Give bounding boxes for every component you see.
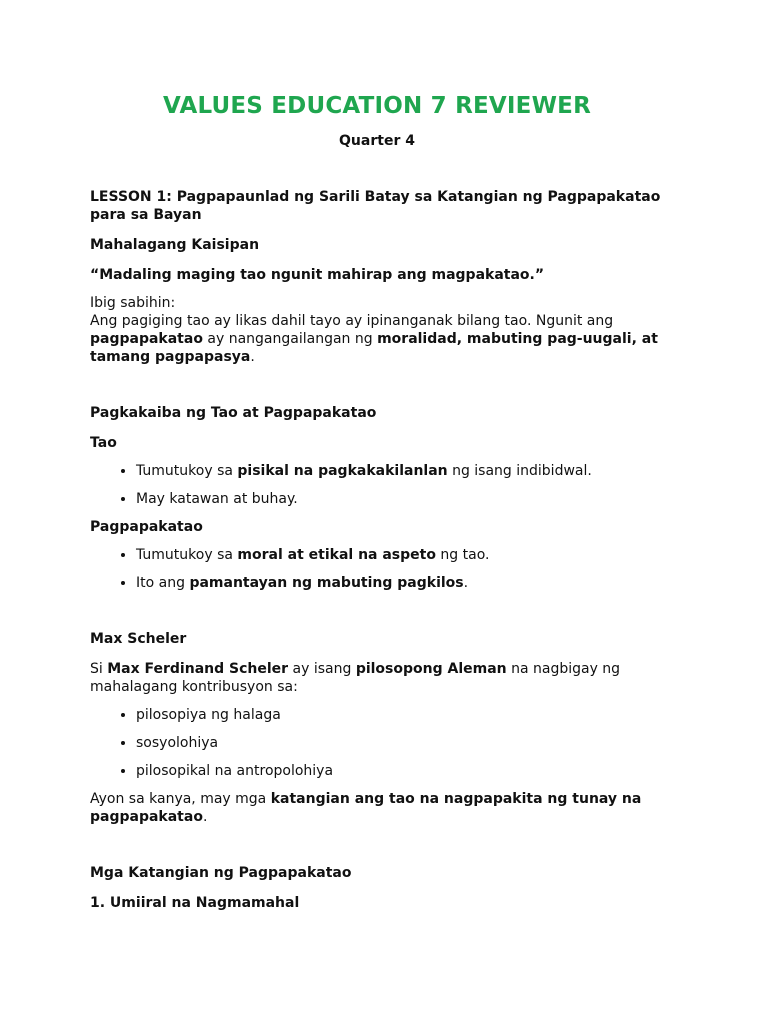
section-heading-scheler: Max Scheler [90,631,187,647]
key-quote: “Madaling maging tao ngunit mahirap ang magpakatao.” [90,267,545,283]
explanation-paragraph [90,294,664,366]
katangian-item-1: 1. Umiiral na Nagmamahal [90,895,300,911]
scheler-intro: Si Max Ferdinand Scheler ay isang pilosopong Aleman na nagbigay ng mahalagang kontribusyon sa: [90,661,621,695]
explanation-bold: pagpapakatao [90,331,203,347]
explanation-bold: moralidad, mabuting pag-uugali, at tamang pagpapasya [90,331,658,365]
pagpapakatao-list [90,546,664,592]
section-heading-katangian: Mga Katangian ng Pagpapakatao [90,865,352,881]
list-item: • pilosopikal na antropolohiya [136,762,664,780]
subheading-pagpapakatao: Pagpapakatao [90,519,203,535]
subheading-tao: Tao [90,435,117,451]
scheler-list [90,706,664,780]
document-title: VALUES EDUCATION 7 REVIEWER [163,93,591,119]
explanation-text: . [250,349,255,365]
list-item: • Tumutukoy sa pisikal na pagkakakilanlan ng isang indibidwal. [136,462,664,480]
list-item: • Tumutukoy sa moral at etikal na aspeto ng tao. [136,546,664,564]
explanation-text: Ang pagiging tao ay likas dahil tayo ay ipinanganak bilang tao. Ngunit ang [90,313,614,329]
list-item: • May katawan at buhay. [136,490,664,508]
list-item: • Ito ang pamantayan ng mabuting pagkilos. [136,574,664,592]
list-item: • pilosopiya ng halaga [136,706,664,724]
document-subtitle: Quarter 4 [339,133,415,149]
ibig-sabihin-label: Ibig sabihin: [90,295,176,311]
kaisipan-heading: Mahalagang Kaisipan [90,237,260,253]
list-item: • sosyolohiya [136,734,664,752]
tao-list [90,462,664,508]
explanation-text: ay nangangailangan ng [202,331,378,347]
section-heading-pagkakaiba: Pagkakaiba ng Tao at Pagpapakatao [90,405,377,421]
scheler-conclusion: Ayon sa kanya, may mga katangian ang tao na nagpapakita ng tunay na pagpapakatao. [90,791,642,825]
lesson-heading: LESSON 1: Pagpapaunlad ng Sarili Batay sa Katangian ng Pagpapakatao para sa Bayan [90,189,661,223]
